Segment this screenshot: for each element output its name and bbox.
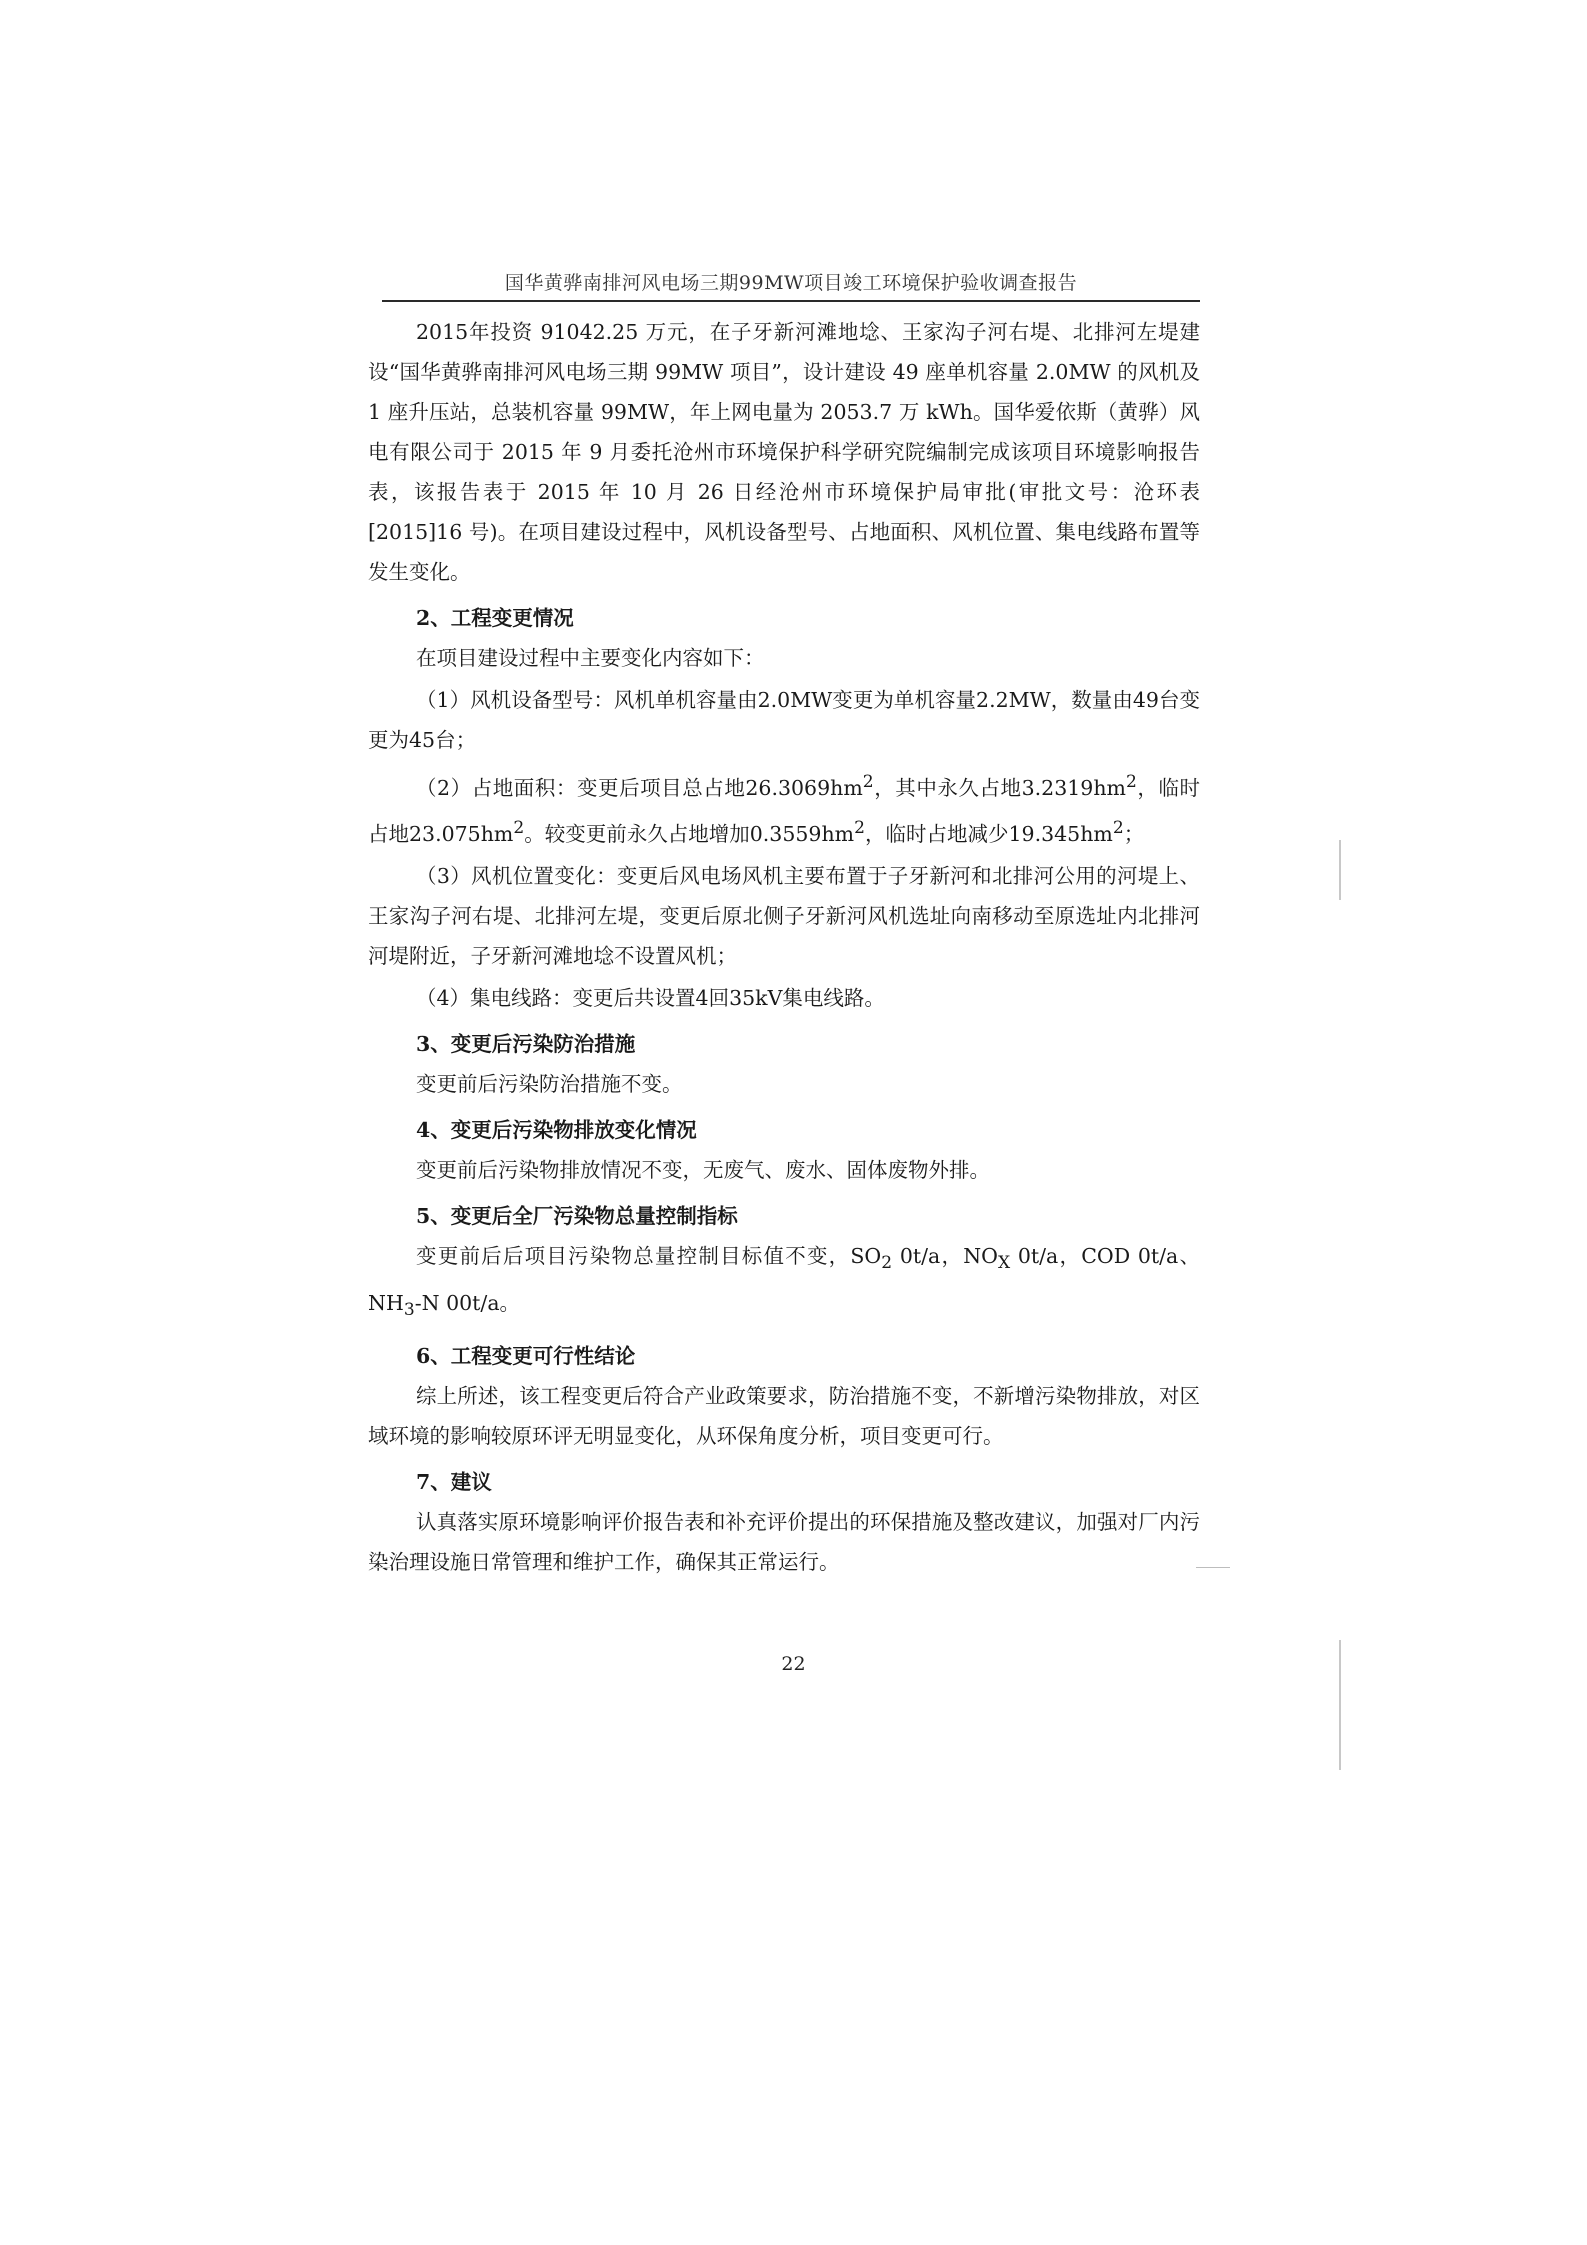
section-4-heading: 4、变更后污染物排放变化情况 [416, 1117, 697, 1142]
change-item-3: （3）风机位置变化：变更后风电场风机主要布置于子牙新河和北排河公用的河堤上、王家沟子河右堤、北排河左堤，变更后原北侧子牙新河风机选址向南移动至原选址内北排河河堤附近，子牙新河滩地埝不设置风机； [368, 863, 1200, 968]
section-7-text: 认真落实原环境影响评价报告表和补充评价提出的环保措施及整改建议，加强对厂内污染治理设施日常管理和维护工作，确保其正常运行。 [368, 1509, 1200, 1574]
section-7-heading: 7、建议 [416, 1469, 492, 1494]
change-item-4: （4）集电线路：变更后共设置4回35kV集电线路。 [416, 985, 885, 1010]
running-header: 国华黄骅南排河风电场三期99MW项目竣工环境保护验收调查报告 [504, 272, 1078, 294]
section-6-heading: 6、工程变更可行性结论 [416, 1343, 636, 1368]
section-2-heading: 2、工程变更情况 [416, 606, 574, 630]
change-item-1: （1）风机设备型号：风机单机容量由2.0MW变更为单机容量2.2MW，数量由49台变更为45台； [368, 688, 1200, 752]
page-body [368, 312, 1200, 1582]
scan-edge-mark [1339, 840, 1341, 900]
section-6-text: 综上所述，该工程变更后符合产业政策要求，防治措施不变，不新增污染物排放，对区域环境的影响较原环评无明显变化，从环保角度分析，项目变更可行。 [368, 1383, 1200, 1448]
section-2-lead: 在项目建设过程中主要变化内容如下： [416, 646, 765, 670]
scan-mark-left [372, 1567, 390, 1568]
section-5-heading: 5、变更后全厂污染物总量控制指标 [416, 1203, 738, 1228]
intro-paragraph: 2015年投资 91042.25 万元，在子牙新河滩地埝、王家沟子河右堤、北排河左堤建设“国华黄骅南排河风电场三期 99MW 项目”，设计建设 49 座单机容量 2.0MW 的风机及 1 座升压站，总装机容量 99MW，年上网电量为 2053.7 万 kWh。国华爱依斯（黄骅）风电有限公司于 2015 年 9 月委托沧州市环境保护科学研究院编制完成该项目环境影响报告表，该报告表于 2015 年 10 月 26 日经沧州市环境保护局审批(审批文号：沧环表[2015]16 号)。在项目建设过程中，风机设备型号、占地面积、风机位置、集电线路布置等发生变化。 [368, 320, 1200, 584]
scan-mark-right [1196, 1567, 1230, 1568]
section-3-text: 变更前后污染防治措施不变。 [416, 1071, 683, 1096]
section-3-heading: 3、变更后污染防治措施 [416, 1031, 636, 1056]
section-5-text: 变更前后后项目污染物总量控制目标值不变，$SO_2$ 0t/a，$NO_X$ 0t/a，COD 0t/a、$NH_3-N$ 00t/a。 [368, 1243, 1201, 1320]
section-4-text: 变更前后污染物排放情况不变，无废气、废水、固体废物外排。 [416, 1157, 990, 1182]
header-rule [382, 300, 1200, 302]
page-number: 22 [781, 1653, 806, 1675]
change-item-2: （2）占地面积：变更后项目总占地$26.3069hm^2$，其中永久占地$3.2319hm^2$，临时占地$23.075hm^2$。较变更前永久占地增加$0.3559hm^2$，临时占地减少$19.345hm^2$； [368, 772, 1200, 846]
